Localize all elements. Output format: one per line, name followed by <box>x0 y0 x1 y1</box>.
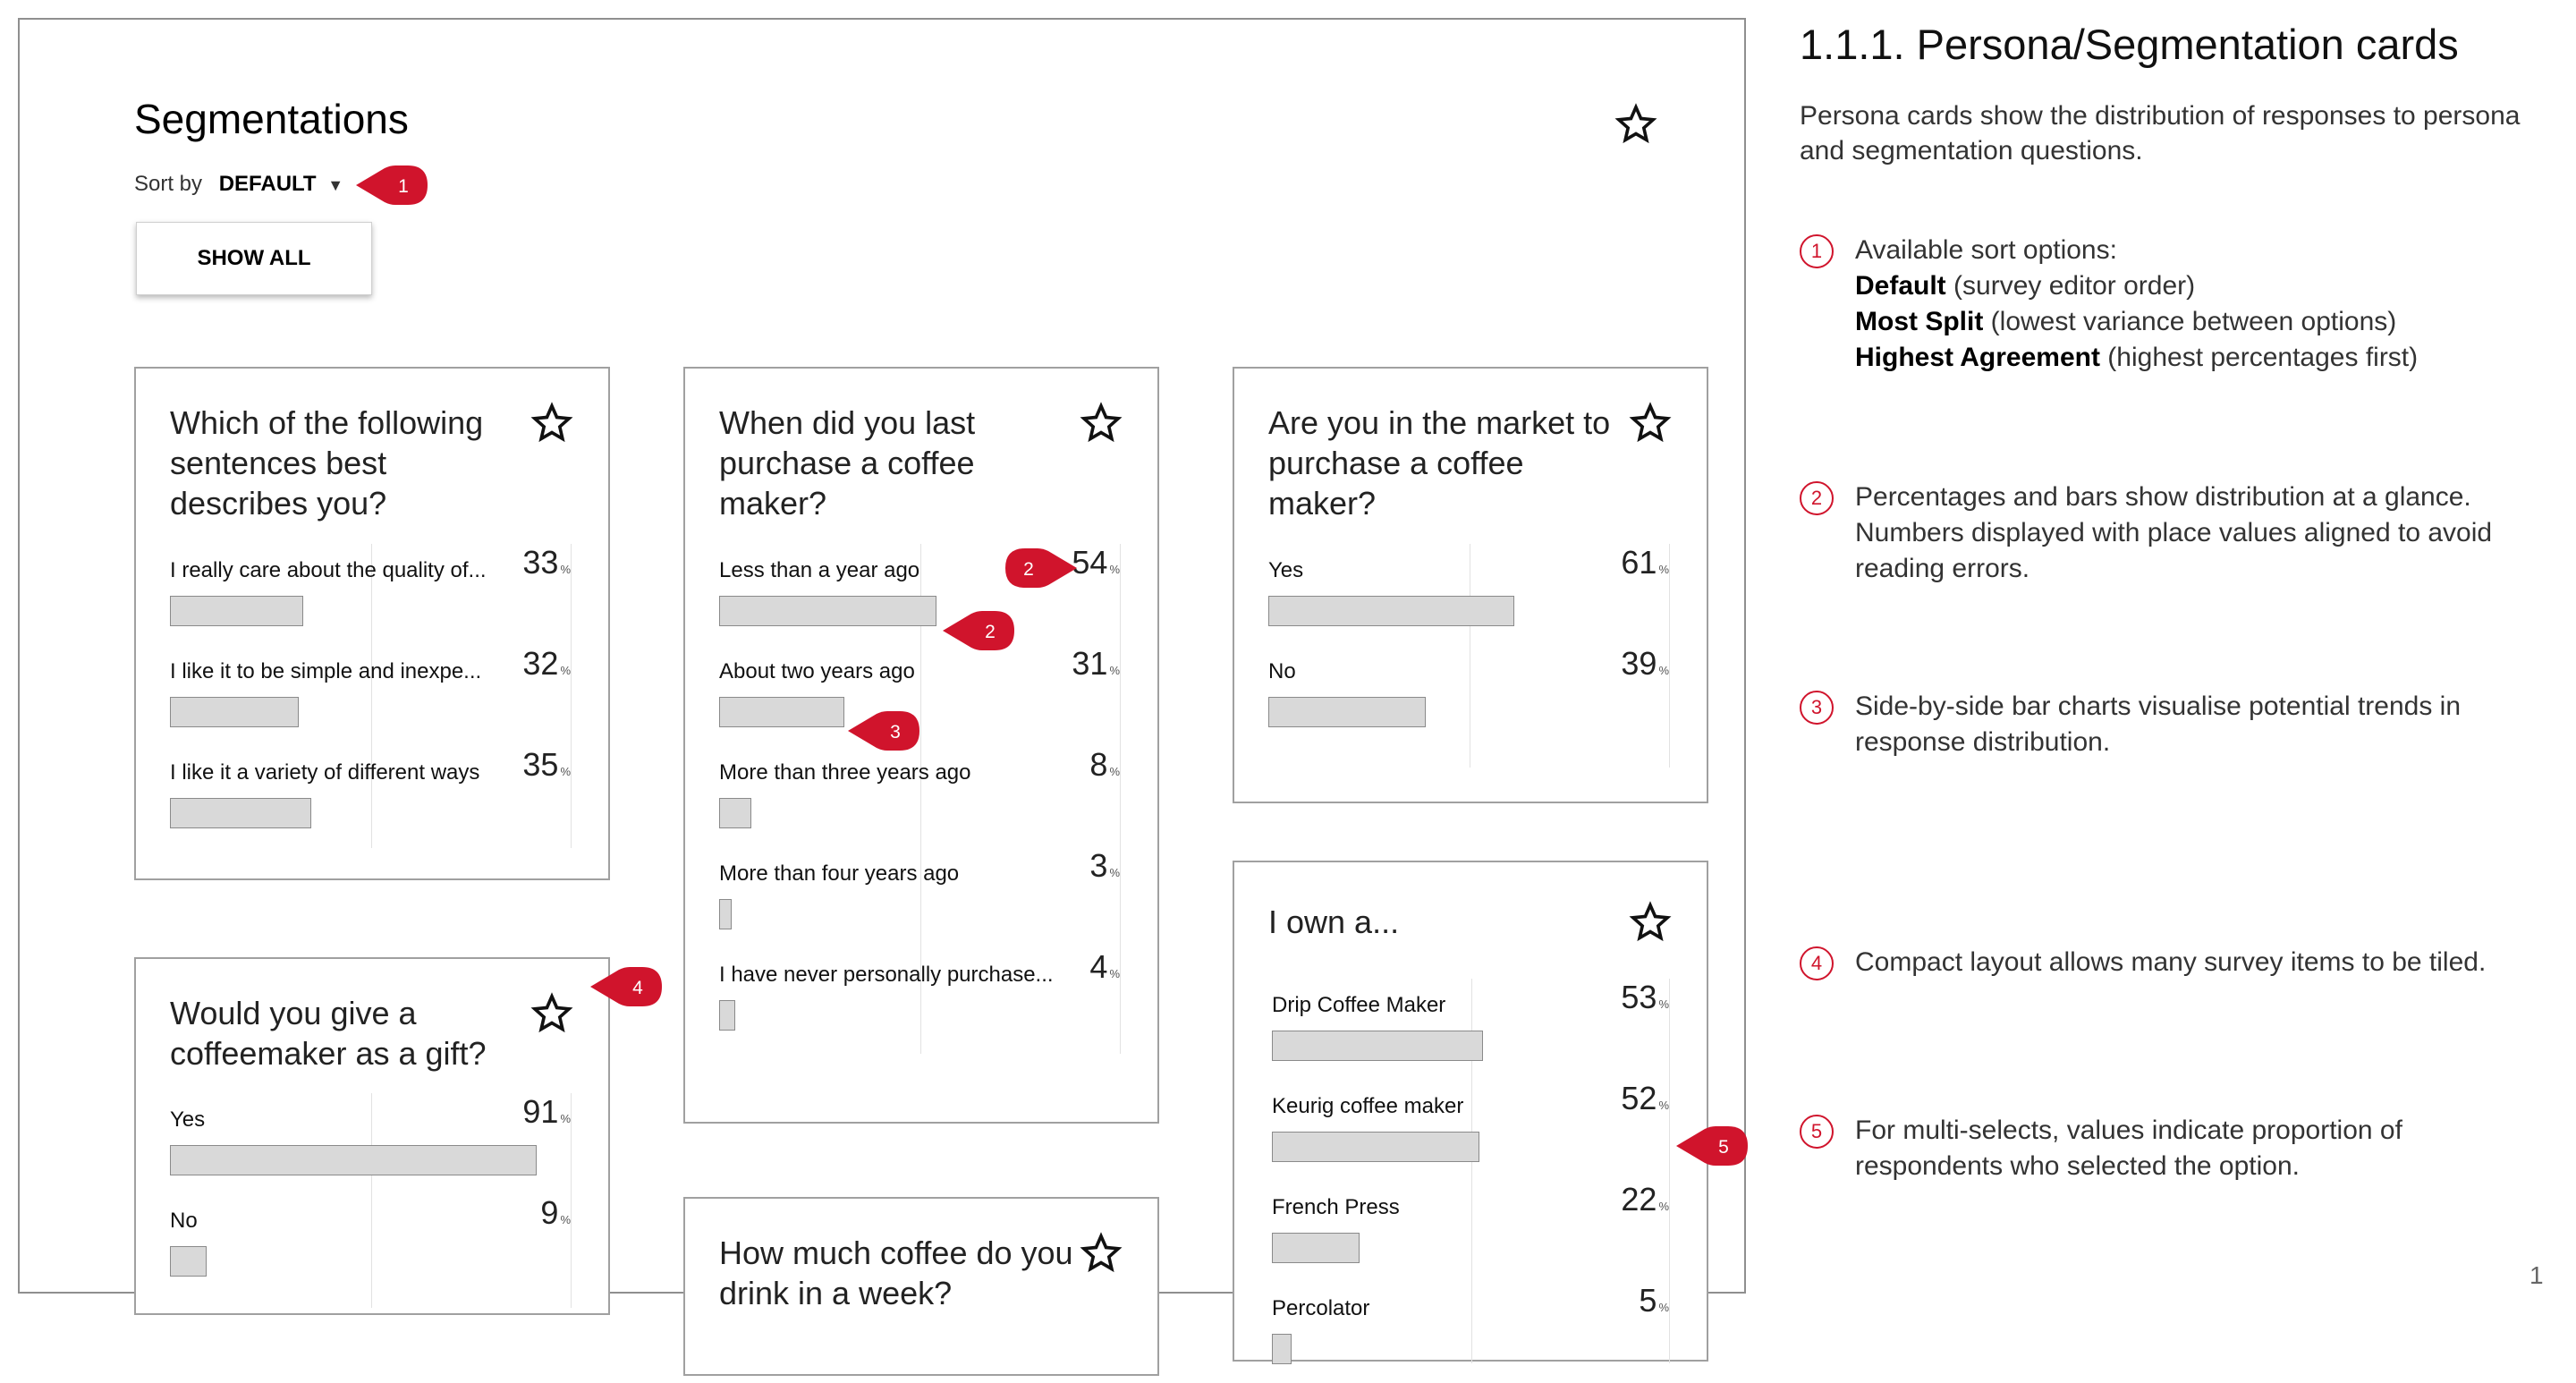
favorite-star-icon[interactable] <box>1080 403 1122 444</box>
card-title: Which of the following sentences best describes you? <box>170 404 484 522</box>
annotation-marker-label: 2 <box>1023 559 1034 580</box>
response-bar <box>170 697 299 727</box>
card-title: How much coffee do you drink in a week? <box>719 1235 1073 1311</box>
segmentations-panel <box>18 18 1746 1320</box>
percent-symbol: % <box>1658 664 1669 677</box>
caret-down-icon[interactable]: ▼ <box>327 176 344 194</box>
percent-symbol: % <box>1109 765 1120 778</box>
response-bar <box>719 697 844 727</box>
response-row <box>1272 1181 1671 1282</box>
doc-intro: Persona cards show the distribution of responses to persona and segmentation questions. <box>1800 101 2521 165</box>
annotation-marker-2 <box>941 610 1018 651</box>
card-chart <box>1268 544 1671 768</box>
response-label: I like it a variety of different ways <box>170 760 480 785</box>
response-percentage: 5 % <box>1639 1282 1669 1319</box>
annotation-marker-5 <box>1674 1125 1751 1167</box>
sort-option-desc: (lowest variance between options) <box>1990 307 2397 336</box>
percent-symbol: % <box>1109 866 1120 879</box>
response-percentage: 91 % <box>522 1093 571 1130</box>
note-number: 4 <box>1800 946 1834 980</box>
response-row <box>1272 1080 1671 1181</box>
response-percentage: 35 % <box>522 746 571 783</box>
response-label: More than four years ago <box>719 861 960 886</box>
response-percentage: 53 % <box>1621 979 1669 1015</box>
response-row <box>1268 544 1671 645</box>
annotation-marker-1 <box>354 165 431 206</box>
response-row <box>719 948 1122 1049</box>
response-bar <box>719 596 936 626</box>
favorite-star-icon[interactable] <box>1080 1233 1122 1274</box>
response-row <box>719 746 1122 847</box>
response-percentage: 22 % <box>1621 1181 1669 1218</box>
response-label: French Press <box>1272 1195 1400 1219</box>
response-bar <box>1272 1031 1483 1061</box>
response-percentage: 54 % <box>1072 544 1120 581</box>
favorite-star-icon[interactable] <box>531 993 572 1034</box>
annotation-marker-label: 2 <box>985 622 996 642</box>
note-text: Compact layout allows many survey items to be tiled. <box>1855 947 2487 977</box>
segmentation-card <box>134 367 610 880</box>
percent-symbol: % <box>1109 664 1120 677</box>
response-percentage: 33 % <box>522 544 571 581</box>
response-percentage: 52 % <box>1621 1080 1669 1116</box>
percent-symbol: % <box>560 563 571 576</box>
response-percentage: 3 % <box>1089 847 1120 884</box>
response-label: Yes <box>170 1107 206 1132</box>
note-number: 2 <box>1800 481 1834 515</box>
percent-symbol: % <box>1658 1200 1669 1213</box>
response-row <box>170 1194 572 1295</box>
sort-option-desc: (highest percentages first) <box>2107 343 2419 372</box>
sort-option <box>1855 268 2553 304</box>
response-label: No <box>170 1209 198 1233</box>
response-label: I like it to be simple and inexpe... <box>170 659 482 683</box>
percent-symbol: % <box>560 765 571 778</box>
segmentation-card <box>1233 367 1708 803</box>
annotation-marker-label: 4 <box>632 978 643 998</box>
response-percentage: 4 % <box>1089 948 1120 985</box>
percent-symbol: % <box>1109 967 1120 980</box>
card-title: Would you give a coffeemaker as a gift? <box>170 995 487 1072</box>
annotation-marker-label: 5 <box>1718 1137 1729 1158</box>
response-label: I have never personally purchase... <box>719 963 1054 987</box>
response-percentage: 8 % <box>1089 746 1120 783</box>
show-all-button[interactable]: SHOW ALL <box>136 222 372 295</box>
percent-symbol: % <box>1658 1099 1669 1112</box>
response-bar <box>1272 1132 1479 1162</box>
favorite-star-icon[interactable] <box>1630 403 1671 444</box>
sort-control[interactable] <box>134 172 343 197</box>
percent-symbol: % <box>560 664 571 677</box>
response-row <box>719 847 1122 948</box>
note-text: Percentages and bars show distribution at a glance. Numbers displayed with place values aligned to avoid reading errors. <box>1855 482 2493 583</box>
response-row <box>170 645 572 746</box>
favorite-star-icon[interactable] <box>1630 902 1671 943</box>
annotation-marker-label: 3 <box>890 722 901 742</box>
response-bar <box>1272 1233 1360 1263</box>
response-label: I really care about the quality of... <box>170 558 487 582</box>
response-label: Yes <box>1268 558 1304 582</box>
response-bar <box>719 798 751 828</box>
response-bar <box>1272 1334 1292 1364</box>
percent-symbol: % <box>560 1213 571 1226</box>
response-row <box>170 746 572 847</box>
response-label: Percolator <box>1272 1296 1370 1320</box>
sort-option <box>1855 340 2553 376</box>
sort-option-name: Most Split <box>1855 307 1984 336</box>
card-chart <box>1272 979 1671 1363</box>
segmentation-card <box>683 1197 1159 1376</box>
segmentation-card <box>134 957 610 1315</box>
card-title: When did you last purchase a coffee maker? <box>719 404 976 522</box>
sort-option-desc: (survey editor order) <box>1953 271 2196 301</box>
response-bar <box>170 596 303 626</box>
segmentation-card <box>1233 861 1708 1362</box>
response-label: About two years ago <box>719 659 915 683</box>
response-bar <box>1268 596 1514 626</box>
card-title: I own a... <box>1268 904 1400 940</box>
card-chart <box>170 544 572 848</box>
note-number: 3 <box>1800 691 1834 725</box>
sort-option <box>1855 304 2553 340</box>
annotation-marker-2 <box>1002 547 1079 589</box>
response-bar <box>719 899 732 929</box>
doc-title: 1.1.1. Persona/Segmentation cards <box>1800 21 2459 68</box>
sort-label: Sort by <box>134 172 203 196</box>
sort-option-name: Default <box>1855 271 1946 301</box>
response-label: Keurig coffee maker <box>1272 1094 1464 1118</box>
percent-symbol: % <box>1658 997 1669 1011</box>
note-number: 1 <box>1800 234 1834 268</box>
percent-symbol: % <box>560 1112 571 1125</box>
response-label: More than three years ago <box>719 760 971 785</box>
sort-option-name: Highest Agreement <box>1855 343 2100 372</box>
page-number: 1 <box>2529 1261 2544 1289</box>
response-row <box>170 544 572 645</box>
response-bar <box>719 1000 735 1031</box>
response-row <box>1268 645 1671 746</box>
response-bar <box>1268 697 1426 727</box>
percent-symbol: % <box>1658 563 1669 576</box>
annotation-marker-4 <box>589 966 665 1007</box>
favorite-star-icon[interactable] <box>531 403 572 444</box>
card-chart <box>719 544 1122 1054</box>
note-text: For multi-selects, values indicate proportion of respondents who selected the option. <box>1855 1116 2402 1181</box>
note-number: 5 <box>1800 1115 1834 1149</box>
response-percentage: 39 % <box>1621 645 1669 682</box>
response-percentage: 32 % <box>522 645 571 682</box>
annotation-marker-label: 1 <box>398 176 409 197</box>
response-bar <box>170 1145 537 1175</box>
card-title: Are you in the market to purchase a coffee maker? <box>1268 404 1611 522</box>
annotation-marker-3 <box>846 710 923 751</box>
note-text <box>1855 233 2553 376</box>
card-chart <box>170 1093 572 1308</box>
response-bar <box>170 798 311 828</box>
response-label: Less than a year ago <box>719 558 920 582</box>
response-row <box>1272 979 1671 1080</box>
percent-symbol: % <box>1109 563 1120 576</box>
response-percentage: 61 % <box>1621 544 1669 581</box>
response-bar <box>170 1246 207 1277</box>
response-percentage: 9 % <box>540 1194 571 1231</box>
note-text: Side-by-side bar charts visualise potential trends in response distribution. <box>1855 692 2462 757</box>
percent-symbol: % <box>1658 1301 1669 1314</box>
response-percentage: 31 % <box>1072 645 1120 682</box>
response-label: No <box>1268 659 1296 683</box>
favorite-star-icon[interactable] <box>1615 104 1657 145</box>
page-title: Segmentations <box>134 96 409 142</box>
note-text-line: Available sort options: <box>1855 235 2117 265</box>
response-label: Drip Coffee Maker <box>1272 993 1446 1017</box>
response-row <box>1272 1282 1671 1383</box>
sort-dropdown[interactable]: DEFAULT <box>218 172 317 196</box>
response-row <box>170 1093 572 1194</box>
